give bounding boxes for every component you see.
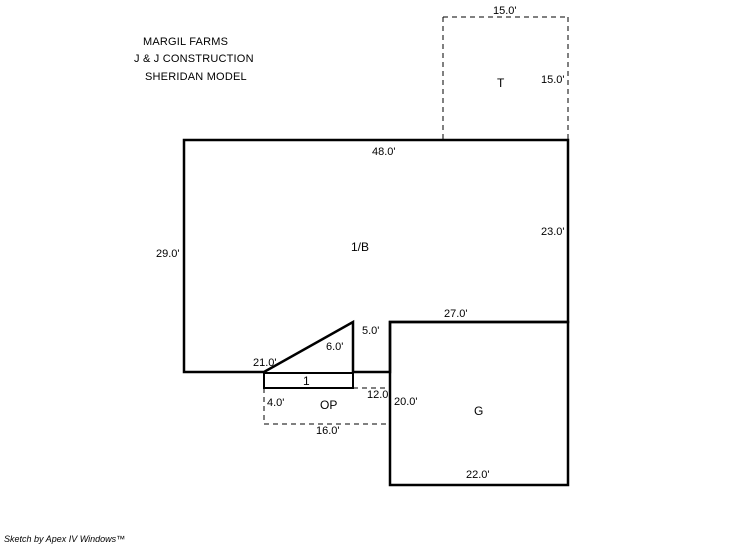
dim-twenty: 20.0' <box>394 396 418 408</box>
header-client: J & J CONSTRUCTION <box>134 53 254 65</box>
header-company: MARGIL FARMS <box>143 36 229 48</box>
dim-terrace-top: 15.0' <box>493 5 517 17</box>
area-label-one: 1 <box>303 374 310 388</box>
main-dwelling-outline <box>184 140 568 372</box>
dim-main-left: 29.0' <box>156 248 180 260</box>
area-label-garage: G <box>474 404 484 418</box>
dim-four: 4.0' <box>267 397 285 409</box>
dim-terrace-right: 15.0' <box>541 74 565 86</box>
dim-lower-step: 21.0' <box>253 357 277 369</box>
dim-twenty-two: 22.0' <box>466 469 490 481</box>
area-label-terrace: T <box>497 76 505 90</box>
area-label-main: 1/B <box>351 240 370 254</box>
dim-five: 5.0' <box>362 325 380 337</box>
dim-sixteen: 16.0' <box>316 425 340 437</box>
dim-twelve: 12.0' <box>367 389 391 401</box>
dim-six: 6.0' <box>326 341 344 353</box>
area-label-open-porch: OP <box>320 398 338 412</box>
header-model: SHERIDAN MODEL <box>145 71 247 83</box>
dim-main-top: 48.0' <box>372 146 396 158</box>
dim-twenty-seven: 27.0' <box>444 308 468 320</box>
dim-main-right: 23.0' <box>541 226 565 238</box>
footer-credit: Sketch by Apex IV Windows™ <box>4 534 126 544</box>
